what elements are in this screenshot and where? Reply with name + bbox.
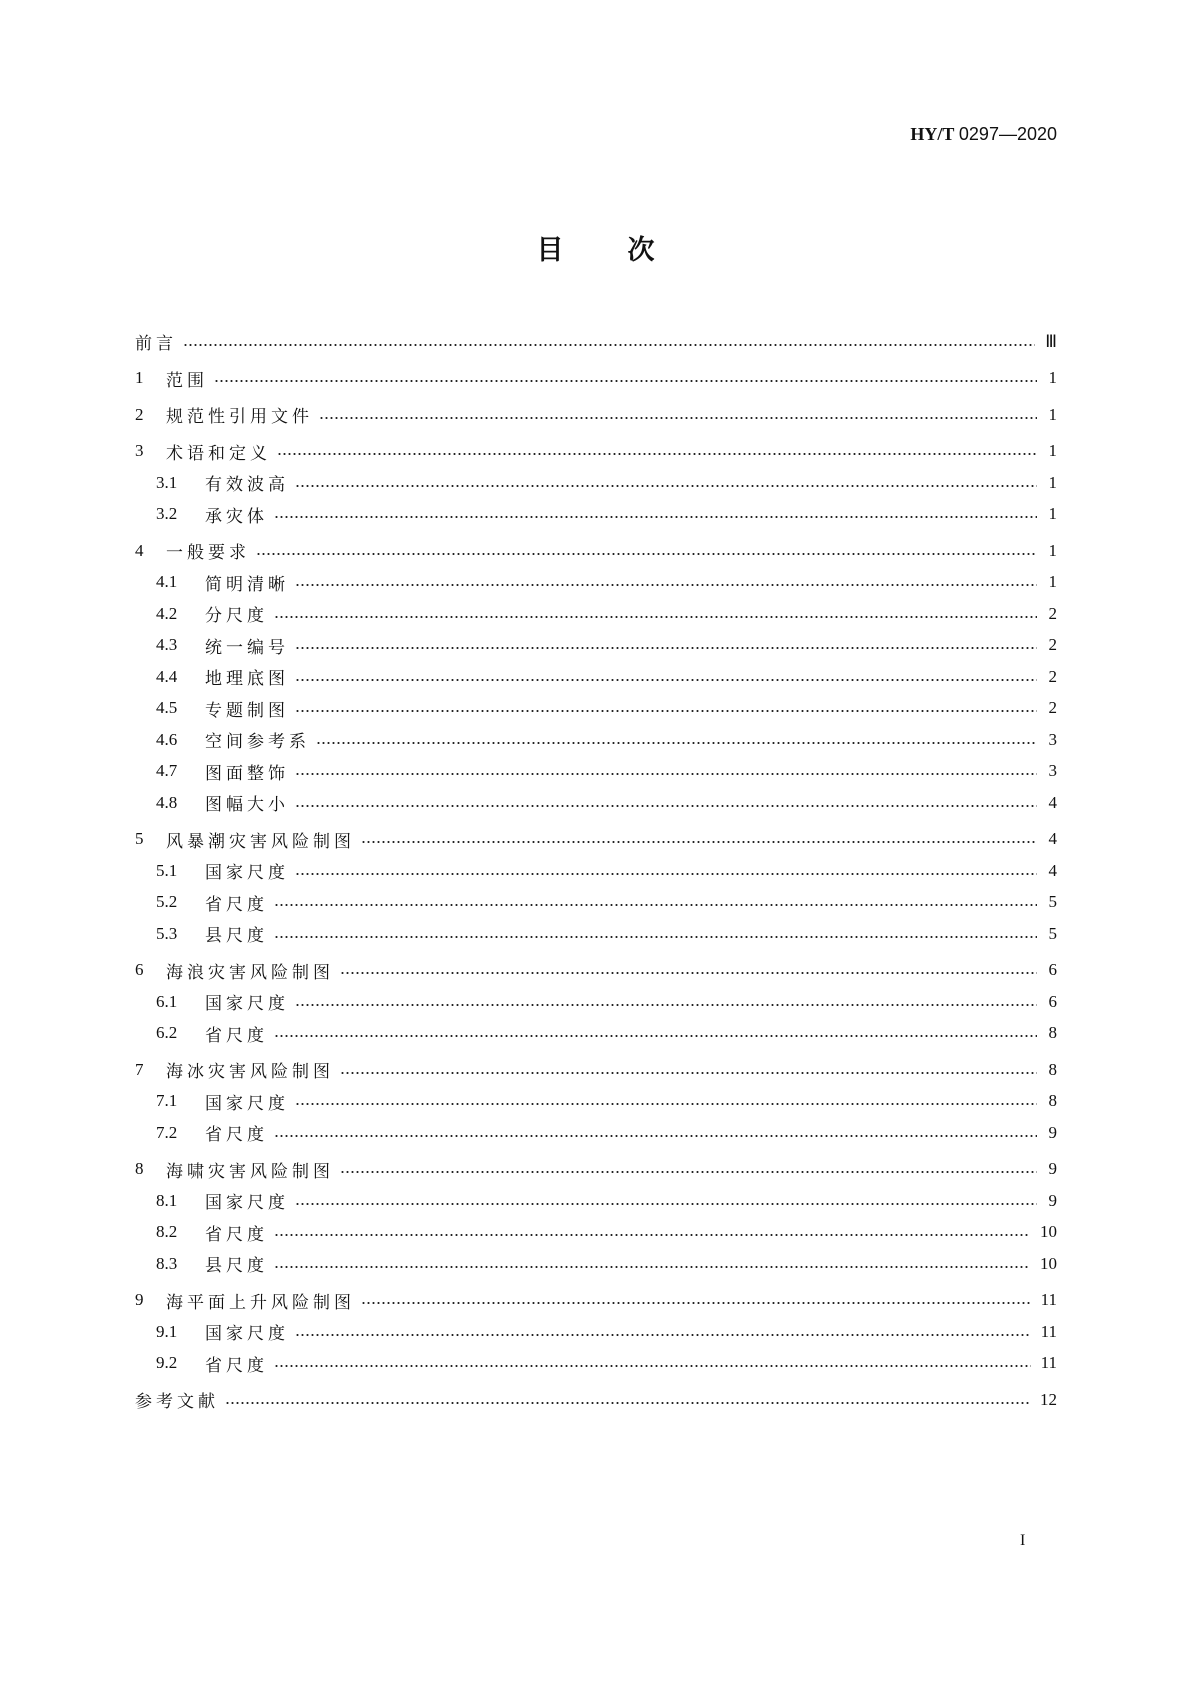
toc-entry-page: 1 (1048, 504, 1057, 524)
toc-entry-number: 5.3 (156, 923, 178, 943)
toc-entry-page: 2 (1048, 666, 1057, 686)
toc-entry-label: 国家尺度 (205, 994, 289, 1015)
toc-entry-number: 7.2 (156, 1122, 178, 1142)
toc-entry[interactable] (135, 724, 1057, 756)
dot-leader (295, 1202, 1037, 1206)
toc-entry-page: 2 (1048, 635, 1057, 655)
toc-entry[interactable] (135, 1054, 1057, 1086)
toc-entry[interactable] (135, 326, 1057, 358)
toc-entry-number: 8.3 (156, 1253, 178, 1273)
toc-entry-label: 有效波高 (205, 475, 289, 496)
toc-entry-label: 海啸灾害风险制图 (166, 1161, 334, 1182)
toc-entry-page: 1 (1048, 572, 1057, 592)
toc-entry[interactable] (135, 598, 1057, 630)
toc-entry-number: 4 (135, 540, 144, 560)
dot-leader (295, 1003, 1037, 1007)
toc-entry-label: 规范性引用文件 (166, 407, 313, 428)
dot-leader (256, 552, 1037, 556)
dot-leader (361, 1301, 1031, 1305)
toc-entry-label: 国家尺度 (205, 863, 289, 884)
toc-entry[interactable] (135, 567, 1057, 599)
toc-entry-page: 1 (1048, 472, 1057, 492)
toc-entry-number: 8.2 (156, 1222, 178, 1242)
dot-leader (274, 1364, 1031, 1368)
toc-entry-page: 10 (1040, 1253, 1057, 1273)
toc-entry[interactable] (135, 436, 1057, 468)
toc-entry[interactable] (135, 955, 1057, 987)
toc-entry-number: 6 (135, 960, 144, 980)
toc-entry-number: 6.1 (156, 991, 178, 1011)
toc-entry-label: 省尺度 (205, 1224, 268, 1245)
toc-entry-label: 专题制图 (205, 700, 289, 721)
dot-leader (274, 903, 1037, 907)
title-char: 次 (627, 235, 655, 266)
toc-entry[interactable] (135, 887, 1057, 919)
toc-entry-number: 4.8 (156, 792, 178, 812)
toc-entry[interactable] (135, 693, 1057, 725)
toc-entry-page: 2 (1048, 603, 1057, 623)
toc-entry[interactable] (135, 630, 1057, 662)
toc-entry-page: 11 (1040, 1321, 1057, 1341)
toc-entry-label: 地理底图 (205, 669, 289, 690)
toc-entry-page: 4 (1048, 792, 1057, 812)
toc-entry-label: 省尺度 (205, 1125, 268, 1146)
toc-entry-number: 4.6 (156, 729, 178, 749)
toc-entry-number: 6.2 (156, 1023, 178, 1043)
toc-entry-label: 省尺度 (205, 1025, 268, 1046)
toc-entry-number: 4.4 (156, 666, 178, 686)
toc-entry-number: 7.1 (156, 1091, 178, 1111)
toc-entry[interactable] (135, 1248, 1057, 1280)
toc-entry[interactable] (135, 787, 1057, 819)
toc-entry-page: 8 (1048, 1059, 1057, 1079)
toc-entry-page: 4 (1048, 860, 1057, 880)
toc-entry-page: 4 (1048, 829, 1057, 849)
page-number: I (1020, 1532, 1026, 1549)
dot-leader (295, 872, 1037, 876)
toc-entry-label: 图幅大小 (205, 795, 289, 816)
standard-number: 0297—2020 (958, 124, 1057, 144)
toc-entry-number: 3.2 (156, 504, 178, 524)
toc-entry-page: 1 (1048, 441, 1057, 461)
toc-entry-number: 5 (135, 829, 144, 849)
toc-entry-label: 前言 (135, 334, 177, 355)
toc-entry-label: 国家尺度 (205, 1324, 289, 1345)
toc-entry-number: 5.2 (156, 892, 178, 912)
dot-leader (274, 1134, 1037, 1138)
toc-entry[interactable] (135, 661, 1057, 693)
dot-leader (316, 741, 1037, 745)
toc-entry-label: 县尺度 (205, 1256, 268, 1277)
toc-entry[interactable] (135, 1185, 1057, 1217)
toc-entry-number: 2 (135, 404, 144, 424)
toc-entry-label: 海浪灾害风险制图 (166, 962, 334, 983)
toc-entry[interactable] (135, 918, 1057, 950)
toc-entry[interactable] (135, 535, 1057, 567)
toc-entry[interactable] (135, 467, 1057, 499)
toc-entry-page: 10 (1040, 1222, 1057, 1242)
dot-leader (274, 615, 1037, 619)
toc-entry-page: 9 (1048, 1122, 1057, 1142)
toc-entry-label: 术语和定义 (166, 443, 271, 464)
dot-leader (295, 646, 1037, 650)
toc-entry-page: 6 (1048, 991, 1057, 1011)
toc-entry-page: 6 (1048, 960, 1057, 980)
toc-entry-number: 1 (135, 368, 144, 388)
toc-entry-page: 5 (1048, 892, 1057, 912)
dot-leader (361, 840, 1037, 844)
dot-leader (295, 1333, 1031, 1337)
toc-entry-page: 3 (1048, 729, 1057, 749)
dot-leader (295, 804, 1037, 808)
toc-entry[interactable] (135, 1086, 1057, 1118)
page-title (0, 228, 1191, 267)
toc-entry-number: 9.2 (156, 1353, 178, 1373)
dot-leader (274, 515, 1037, 519)
toc-entry-number: 8.1 (156, 1190, 178, 1210)
dot-leader (274, 1265, 1030, 1269)
dot-leader (295, 484, 1037, 488)
toc-entry-label: 省尺度 (205, 1355, 268, 1376)
dot-leader (183, 343, 1035, 347)
toc-entry-label: 海冰灾害风险制图 (166, 1062, 334, 1083)
toc-entry-number: 4.1 (156, 572, 178, 592)
dot-leader (295, 583, 1037, 587)
toc-entry-page: 1 (1048, 368, 1057, 388)
standard-code (910, 124, 1057, 145)
toc-entry-page: 8 (1048, 1091, 1057, 1111)
toc-entry-label: 省尺度 (205, 894, 268, 915)
toc-entry[interactable] (135, 499, 1057, 531)
toc-entry-page: 12 (1040, 1389, 1057, 1409)
toc-entry-page: 11 (1040, 1290, 1057, 1310)
dot-leader (295, 709, 1037, 713)
toc-entry[interactable] (135, 1154, 1057, 1186)
toc-entry[interactable] (135, 1018, 1057, 1050)
table-of-contents (135, 326, 1057, 1416)
toc-entry-label: 一般要求 (166, 543, 250, 564)
toc-entry-page: 2 (1048, 698, 1057, 718)
dot-leader (295, 772, 1037, 776)
dot-leader (340, 1170, 1037, 1174)
toc-entry[interactable] (135, 1384, 1057, 1416)
toc-entry-page: Ⅲ (1045, 331, 1057, 351)
toc-entry-label: 县尺度 (205, 926, 268, 947)
toc-entry-label: 承灾体 (205, 506, 268, 527)
toc-entry-number: 3.1 (156, 472, 178, 492)
toc-entry[interactable] (135, 824, 1057, 856)
toc-entry-label: 国家尺度 (205, 1093, 289, 1114)
toc-entry-label: 海平面上升风险制图 (166, 1292, 355, 1313)
toc-entry-page: 9 (1048, 1190, 1057, 1210)
dot-leader (295, 678, 1037, 682)
dot-leader (277, 452, 1037, 456)
toc-entry-label: 范围 (166, 370, 208, 391)
toc-entry[interactable] (135, 1316, 1057, 1348)
standard-prefix: HY/T (910, 124, 955, 144)
toc-entry[interactable] (135, 1217, 1057, 1249)
toc-entry-label: 空间参考系 (205, 732, 310, 753)
toc-entry[interactable] (135, 986, 1057, 1018)
toc-entry-page: 5 (1048, 923, 1057, 943)
dot-leader (274, 1233, 1030, 1237)
toc-entry-number: 7 (135, 1059, 144, 1079)
toc-entry-number: 4.3 (156, 635, 178, 655)
toc-entry[interactable] (135, 855, 1057, 887)
dot-leader (274, 935, 1037, 939)
toc-entry-page: 1 (1048, 404, 1057, 424)
dot-leader (225, 1401, 1030, 1405)
toc-entry-label: 统一编号 (205, 637, 289, 658)
toc-entry-page: 9 (1048, 1159, 1057, 1179)
toc-entry-label: 国家尺度 (205, 1193, 289, 1214)
toc-entry[interactable] (135, 1117, 1057, 1149)
toc-entry[interactable] (135, 363, 1057, 395)
dot-leader (295, 1102, 1037, 1106)
dot-leader (340, 971, 1037, 975)
toc-entry[interactable] (135, 756, 1057, 788)
toc-entry-number: 9.1 (156, 1321, 178, 1341)
toc-entry[interactable] (135, 1348, 1057, 1380)
toc-entry-number: 5.1 (156, 860, 178, 880)
dot-leader (274, 1034, 1037, 1038)
toc-entry-page: 11 (1040, 1353, 1057, 1373)
toc-entry-label: 图面整饰 (205, 763, 289, 784)
toc-entry-number: 8 (135, 1159, 144, 1179)
toc-entry-page: 3 (1048, 761, 1057, 781)
toc-entry-label: 简明清晰 (205, 574, 289, 595)
toc-entry[interactable] (135, 399, 1057, 431)
toc-entry-number: 4.5 (156, 698, 178, 718)
toc-entry-label: 参考文献 (135, 1392, 219, 1413)
dot-leader (340, 1071, 1037, 1075)
toc-entry-number: 3 (135, 441, 144, 461)
title-char: 目 (536, 235, 564, 266)
toc-entry-label: 分尺度 (205, 606, 268, 627)
toc-entry-number: 9 (135, 1290, 144, 1310)
toc-entry-number: 4.7 (156, 761, 178, 781)
toc-entry-number: 4.2 (156, 603, 178, 623)
dot-leader (214, 379, 1037, 383)
toc-entry-label: 风暴潮灾害风险制图 (166, 831, 355, 852)
toc-entry-page: 1 (1048, 540, 1057, 560)
toc-entry[interactable] (135, 1285, 1057, 1317)
toc-entry-page: 8 (1048, 1023, 1057, 1043)
dot-leader (319, 416, 1037, 420)
